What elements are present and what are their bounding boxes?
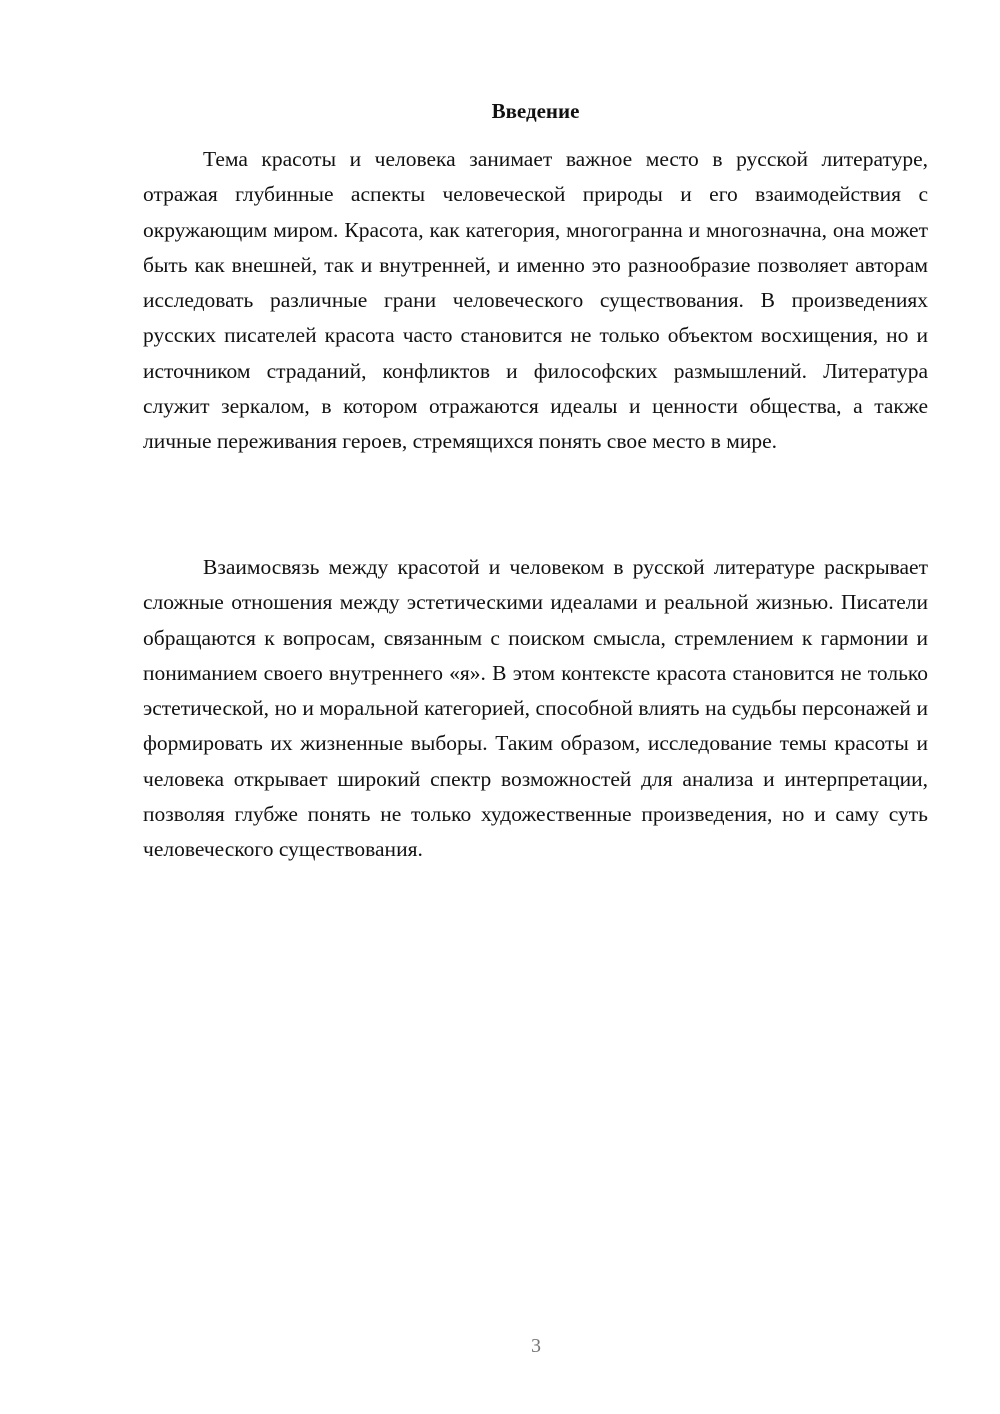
body-paragraph-2: Взаимосвязь между красотой и человеком в русской литературе раскрывает сложные отношения между эстетическими идеалами и реальной жизнью. Писатели обращаются к вопросам, связанным с поиском смысла, стремлением к гармонии и пониманием своего внутреннего «я». В этом контексте красота становится не только эстетической, но и моральной категорией, способной влиять на судьбы персонажей и формировать их жизненные выборы. Таким образом, исследование темы красоты и человека открывает широкий спектр возможностей для анализа и интерпретации, позволяя глубже понять не только художественные произведения, но и саму суть человеческого существования. [143,555,928,862]
page-number: 3 [531,1335,541,1357]
body-paragraph-1: Тема красоты и человека занимает важное место в русской литературе, отражая глубинные аспекты человеческой природы и его взаимодействия с окружающим миром. Красота, как категория, многогранна и многозначна, она может быть как внешней, так и внутренней, и именно это разнообразие позволяет авторам исследовать различные грани человеческого существования. В произведениях русских писателей красота часто становится не только объектом восхищения, но и источником страданий, конфликтов и философских размышлений. Литература служит зеркалом, в котором отражаются идеалы и ценности общества, а также личные переживания героев, стремящихся понять свое место в мире. [143,147,928,454]
section-heading: Введение [491,99,580,123]
